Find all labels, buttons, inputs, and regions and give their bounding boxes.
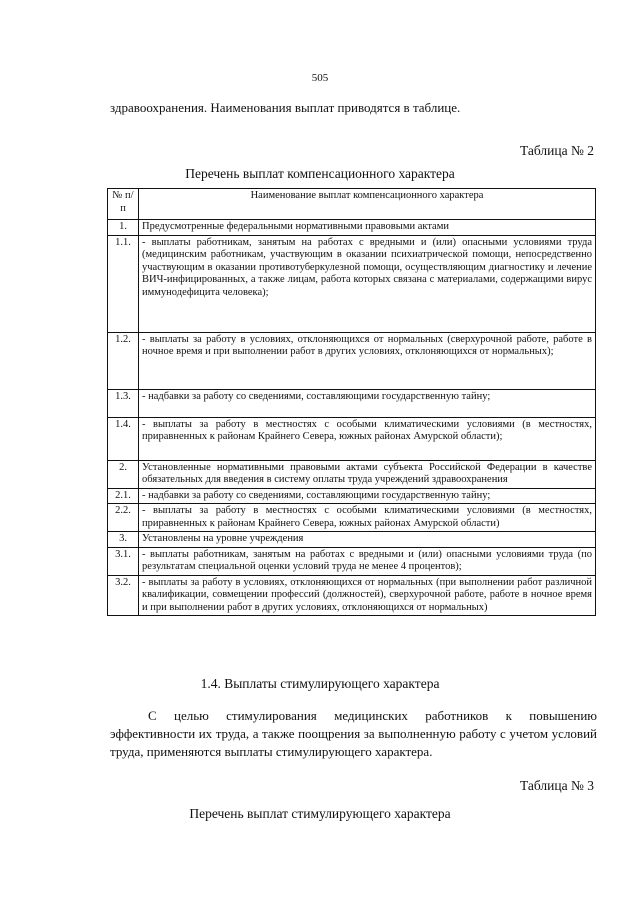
table2-caption: Перечень выплат компенсационного характера [185,166,455,181]
table-row [108,235,596,332]
row-text: - выплаты за работу в местностях с особыми климатическими условиями (в местностях, приравненных к районам Крайнего Севера, южных районах Амурской области); [139,417,596,460]
row-text: - выплаты за работу в местностях с особыми климатическими условиями (в местностях, приравненных к районам Крайнего Севера, южных районах Амурской области) [139,504,596,532]
row-text: - выплаты работникам, занятым на работах с вредными и (или) опасными условиями труда (медицинским работникам, участвующим в оказании психиатрической помощи, непосредственно участвующим в оказании противотуберкулезной помощи, осуществляющим диагностику и лечение ВИЧ-инфицированных, а также лицам, работа которых связана с материалами, содержащими вирус иммунодефицита человека); [139,235,596,332]
table3-caption: Перечень выплат стимулирующего характера [189,806,451,821]
intro-line: здравоохранения. Наименования выплат приводятся в таблице. [110,100,461,115]
row-num: 1.4. [108,417,139,460]
table-header-row [108,189,596,220]
table-row [108,220,596,236]
row-text: Установлены на уровне учреждения [139,532,596,548]
table-row [108,332,596,389]
section-heading: 1.4. Выплаты стимулирующего характера [200,676,440,691]
table-row [108,547,596,575]
compensation-table [107,188,596,616]
header-num: № п/п [108,189,139,220]
header-name: Наименование выплат компенсационного характера [139,189,596,220]
row-text: - выплаты за работу в условиях, отклоняющихся от нормальных (сверхурочной работе, работе в ночное время и при выполнении работ в других условиях, отклоняющихся от нормальных); [139,332,596,389]
table-row [108,460,596,488]
row-text: - надбавки за работу со сведениями, составляющими государственную тайну; [139,488,596,504]
table-row [108,389,596,417]
table-row [108,575,596,616]
table-row [108,532,596,548]
row-num: 1.3. [108,389,139,417]
row-num: 1. [108,220,139,236]
row-num: 3. [108,532,139,548]
table-row [108,504,596,532]
row-num: 3.1. [108,547,139,575]
row-num: 2.1. [108,488,139,504]
row-num: 1.2. [108,332,139,389]
table3-label: Таблица № 3 [520,778,594,793]
row-text: - выплаты за работу в условиях, отклоняющихся от нормальных (при выполнении работ различной квалификации, совмещении профессий (должностей), сверхурочной работе, работе в ночное время и при выполнении работ в других условиях, отклоняющихся от нормальных) [139,575,596,616]
row-text: - надбавки за работу со сведениями, составляющими государственную тайну; [139,389,596,417]
row-text: Предусмотренные федеральными нормативными правовыми актами [139,220,596,236]
row-num: 1.1. [108,235,139,332]
table2-label: Таблица № 2 [520,143,594,158]
body-paragraph: С целью стимулирования медицинских работников к повышению эффективности их труда, а также поощрения за выполненную работу с учетом условий труда, применяются выплаты стимулирующего характера. [110,708,597,759]
table-row [108,488,596,504]
row-num: 2. [108,460,139,488]
row-text: - выплаты работникам, занятым на работах с вредными и (или) опасными условиями труда (по результатам специальной оценки условий труда не менее 4 процентов); [139,547,596,575]
table-row [108,417,596,460]
row-num: 2.2. [108,504,139,532]
row-text: Установленные нормативными правовыми актами субъекта Российской Федерации в качестве обязательных для введения в систему оплаты труда учреждений здравоохранения [139,460,596,488]
page-number: 505 [311,72,329,84]
row-num: 3.2. [108,575,139,616]
